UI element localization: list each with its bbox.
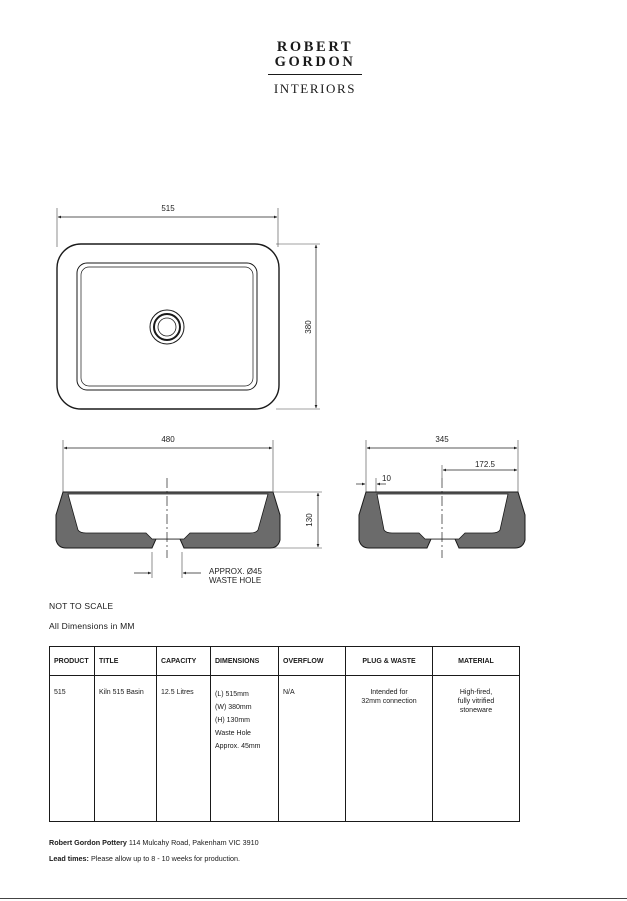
cell-plug-waste [346,676,433,822]
header-product: PRODUCT [50,647,95,676]
brand-name-line-1: ROBERT [276,39,354,55]
waste-outlet-icon [150,310,184,344]
units-note: All Dimensions in MM [49,621,135,631]
table-header-row [50,647,520,676]
header-title: TITLE [95,647,157,676]
basin-inner-bowl [77,263,257,390]
cell-overflow: N/A [279,676,346,822]
plug-waste-line-2: 32mm connection [361,698,417,705]
dimension-width: (W) 380mm [215,704,252,711]
basin-outer-rim [57,244,279,409]
side-elevation [356,435,525,558]
side-half-label: 172.5 [474,460,496,469]
front-height-label: 130 [305,513,314,527]
material-line-3: stoneware [459,707,493,714]
page-bottom-rule [0,898,627,899]
brand-name-line-3: INTERIORS [273,81,357,96]
lead-times-text: Please allow up to 8 - 10 weeks for production. [90,854,240,863]
front-elevation [56,435,322,585]
address-text: 114 Mulcahy Road, Pakenham VIC 3910 [128,838,259,847]
front-width-label: 480 [161,435,175,444]
scale-note: NOT TO SCALE [49,601,114,611]
table-row [50,676,520,822]
header-dimensions: DIMENSIONS [211,647,279,676]
dimension-waste-size: Approx. 45mm [215,743,261,750]
lead-times [49,854,240,863]
cell-product: 515 [50,676,95,822]
cell-capacity: 12.5 Litres [157,676,211,822]
header-plug-waste: PLUG & WASTE [346,647,433,676]
side-width-label: 345 [435,435,449,444]
cell-dimensions [211,676,279,822]
dimension-length: (L) 515mm [215,691,249,698]
company-address [49,838,259,847]
top-depth-label: 380 [304,320,313,334]
dimension-height: (H) 130mm [215,717,251,724]
cell-material [433,676,520,822]
top-view [57,204,320,409]
header-material: MATERIAL [433,647,520,676]
cell-title: Kiln 515 Basin [95,676,157,822]
spec-table [49,646,520,822]
waste-hole-note-2: WASTE HOLE [209,576,262,585]
company-name: Robert Gordon Pottery [49,838,127,847]
top-width-label: 515 [161,204,175,213]
material-line-2: fully vitrified [457,698,495,705]
header-overflow: OVERFLOW [279,647,346,676]
side-wall-label: 10 [382,474,391,483]
plug-waste-line-1: Intended for [370,689,408,696]
brand-name-line-2: GORDON [274,53,356,70]
dimension-waste-label: Waste Hole [215,730,251,737]
header-capacity: CAPACITY [157,647,211,676]
lead-times-label: Lead times: [49,854,89,863]
waste-hole-note-1: APPROX. Ø45 [209,567,262,576]
material-line-1: High-fired, [459,689,493,696]
